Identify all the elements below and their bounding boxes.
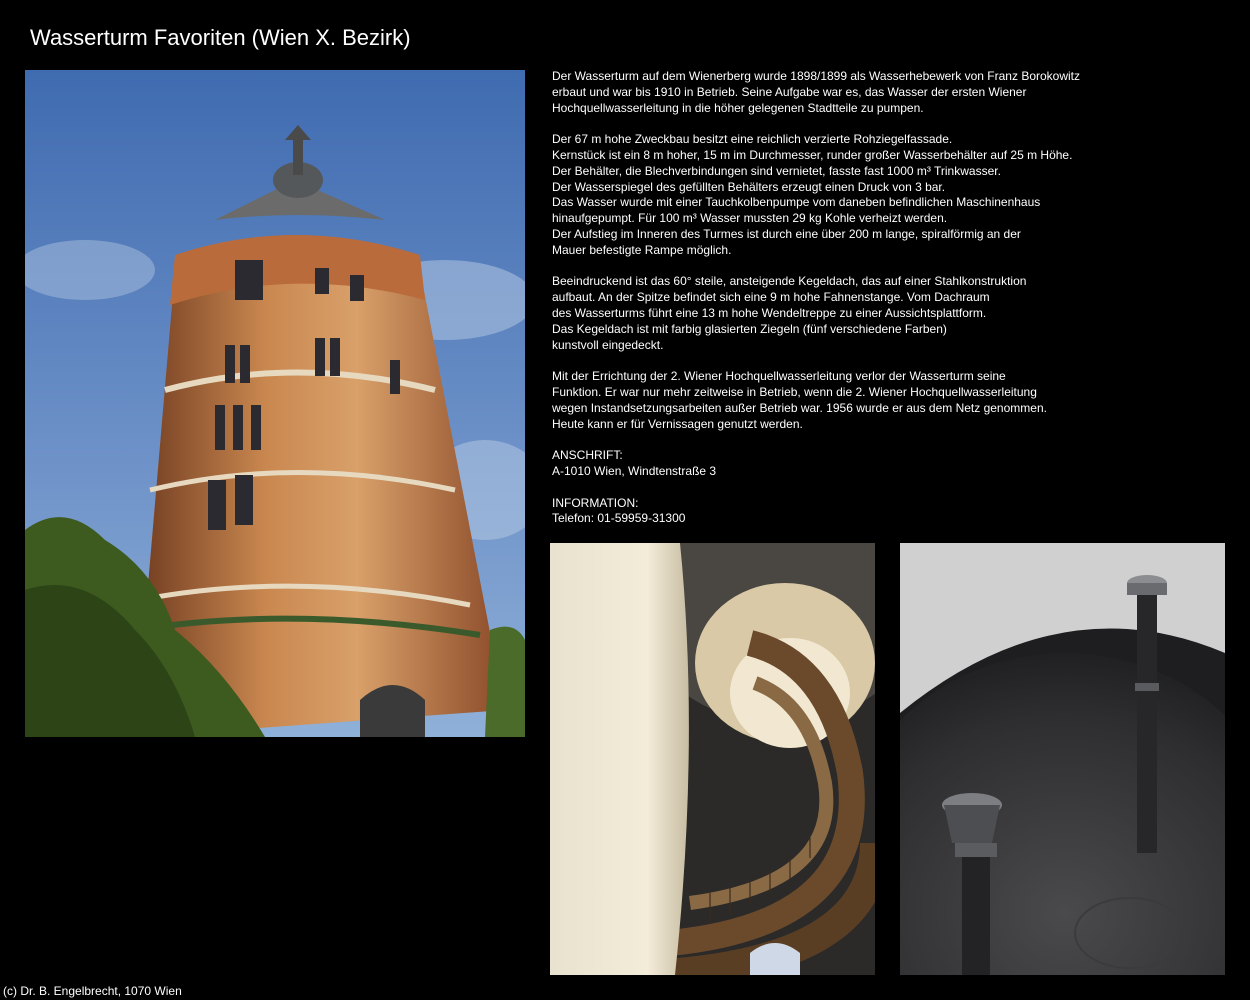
text-line: Heute kann er für Vernissagen genutzt werden. (552, 416, 803, 431)
text-line: Hochquellwasserleitung in die höher gelegenen Stadtteile zu pumpen. (552, 100, 924, 115)
water-tank-pipes-photo[interactable] (900, 543, 1225, 975)
text-line: des Wasserturms führt eine 13 m hohe Wendeltreppe zu einer Aussichtsplattform. (552, 305, 987, 320)
decommission-paragraph (552, 369, 1112, 432)
text-line: Der Aufstieg im Inneren des Turmes ist durch eine über 200 m lange, spiralförmig an der (552, 226, 1021, 241)
copyright-credit: (c) Dr. B. Engelbrecht, 1070 Wien (3, 984, 182, 998)
water-tower-exterior-photo[interactable] (25, 70, 525, 737)
text-line: hinaufgepumpt. Für 100 m³ Wasser mussten 29 kg Kohle verheizt werden. (552, 211, 948, 226)
text-line: Das Kegeldach ist mit farbig glasierten Ziegeln (fünf verschiedene Farben) (552, 321, 947, 336)
information-block (552, 496, 1112, 528)
text-line: Der 67 m hohe Zweckbau besitzt eine reichlich verzierte Rohziegelfassade. (552, 132, 953, 147)
text-line: Der Wasserspiegel des gefüllten Behälters erzeugt einen Druck von 3 bar. (552, 179, 946, 194)
text-line: Mit der Errichtung der 2. Wiener Hochquellwasserleitung verlor der Wasserturm seine (552, 369, 1006, 384)
text-line: Kernstück ist ein 8 m hoher, 15 m im Durchmesser, runder großer Wasserbehälter auf 25 m Höhe. (552, 147, 1073, 162)
text-line: erbaut und war bis 1910 in Betrieb. Seine Aufgabe war es, das Wasser der ersten Wiener (552, 84, 1027, 99)
construction-paragraph (552, 132, 1112, 258)
text-line: Der Behälter, die Blechverbindungen sind vernietet, fasste fast 1000 m³ Trinkwasser. (552, 163, 1001, 178)
text-line: Das Wasser wurde mit einer Tauchkolbenpumpe vom daneben befindlichen Maschinenhaus (552, 195, 1041, 210)
text-line: Funktion. Er war nur mehr zeitweise in Betrieb, wenn die 2. Wiener Hochquellwasserleitung (552, 384, 1037, 399)
roof-paragraph (552, 274, 1112, 353)
text-line: Beeindruckend ist das 60° steile, ansteigende Kegeldach, das auf einer Stahlkonstruktion (552, 274, 1027, 289)
text-line: Mauer befestigte Rampe möglich. (552, 242, 732, 257)
page-title: Wasserturm Favoriten (Wien X. Bezirk) (30, 25, 411, 50)
text-line: kunstvoll eingedeckt. (552, 337, 664, 352)
address-value: A-1010 Wien, Windtenstraße 3 (552, 463, 717, 478)
history-paragraph (552, 69, 1112, 116)
text-line: aufbaut. An der Spitze befindet sich eine 9 m hohe Fahnenstange. Vom Dachraum (552, 290, 990, 305)
tower-description (552, 69, 1112, 543)
address-label: ANSCHRIFT: (552, 448, 623, 463)
spiral-ramp-interior-photo[interactable] (550, 543, 875, 975)
information-label: INFORMATION: (552, 495, 639, 510)
address-block (552, 448, 1112, 480)
text-line: Der Wasserturm auf dem Wienerberg wurde 1898/1899 als Wasserhebewerk von Franz Borokowitz (552, 69, 1080, 83)
phone-number: Telefon: 01-59959-31300 (552, 511, 686, 526)
text-line: wegen Instandsetzungsarbeiten außer Betrieb war. 1956 wurde er aus dem Netz genommen. (552, 400, 1047, 415)
